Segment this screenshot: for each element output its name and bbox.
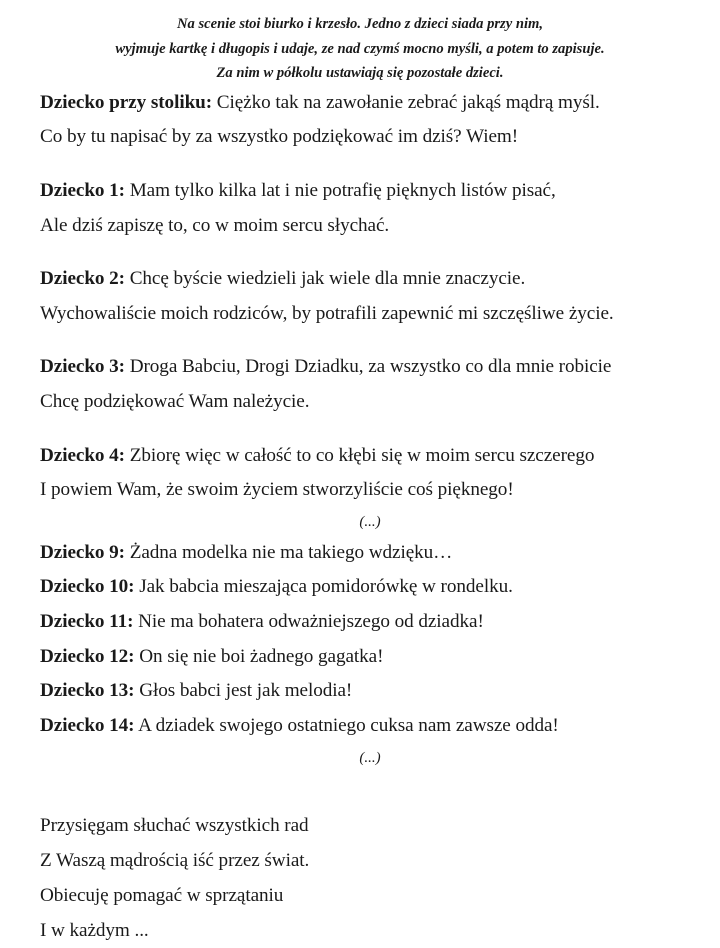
- speaker-label: Dziecko przy stoliku:: [40, 91, 213, 113]
- speaker-label: Dziecko 2:: [40, 268, 125, 290]
- speech-line: [40, 570, 712, 605]
- speaker-label: Dziecko 10:: [40, 576, 135, 598]
- stage-direction-line: wyjmuje kartkę i długopis i udaje, ze nad czymś mocno myśli, a potem to zapisuje.: [115, 40, 605, 57]
- speaker-label: Dziecko 4:: [40, 444, 125, 466]
- speech-block: [40, 640, 712, 675]
- closing-stanza: [0, 809, 720, 948]
- speech-line: [40, 262, 712, 297]
- speaker-label: Dziecko 12:: [40, 645, 135, 667]
- speech-line: [40, 709, 712, 744]
- speech-line: [40, 605, 712, 640]
- speaker-label: Dziecko 9:: [40, 541, 125, 563]
- stanza-spacer: [0, 772, 720, 809]
- speech-text: Nie ma bohatera odważniejszego od dziadka!: [133, 610, 484, 632]
- speech-block: [40, 86, 712, 155]
- speech-text: Chcę byście wiedzieli jak wiele dla mnie znaczycie.: [124, 268, 526, 290]
- speaker-label: Dziecko 3:: [40, 356, 125, 378]
- script-body: [0, 86, 720, 773]
- speech-text: Jak babcia mieszająca pomidorówkę w rondelku.: [134, 576, 513, 598]
- speech-block: [40, 536, 712, 571]
- speech-block: [40, 570, 712, 605]
- speech-text: A dziadek swojego ostatniego cuksa nam zawsze odda!: [134, 714, 559, 736]
- stage-direction: [44, 0, 676, 86]
- speech-line: [40, 350, 712, 385]
- speech-block: [40, 350, 712, 419]
- speaker-label: Dziecko 1:: [40, 179, 125, 201]
- speech-line: [40, 640, 712, 675]
- speech-line: Wychowaliście moich rodziców, by potrafili zapewnić mi szczęśliwe życie.: [40, 302, 614, 324]
- speaker-label: Dziecko 14:: [40, 714, 135, 736]
- speech-line: [40, 439, 712, 474]
- speech-block: [40, 709, 712, 744]
- speech-block: [40, 605, 712, 640]
- speech-text: Droga Babciu, Drogi Dziadku, za wszystko co dla mnie robicie: [124, 356, 612, 378]
- closing-stanza-line: Przysięgam słuchać wszystkich rad: [40, 815, 309, 837]
- speech-text: Ciężko tak na zawołanie zebrać jakąś mądrą myśl.: [212, 91, 600, 113]
- speaker-label: Dziecko 11:: [40, 610, 134, 632]
- speech-text: Mam tylko kilka lat i nie potrafię pięknych listów pisać,: [124, 179, 556, 201]
- speech-text: Głos babci jest jak melodia!: [134, 680, 353, 702]
- speech-block: [40, 262, 712, 331]
- speech-text: Zbiorę więc w całość to co kłębi się w moim sercu szczerego: [124, 444, 595, 466]
- speech-line: Chcę podziękować Wam należycie.: [40, 390, 310, 412]
- speech-line: [40, 174, 712, 209]
- closing-stanza-line: I w każdym ...: [40, 919, 149, 941]
- speech-line: [40, 674, 712, 709]
- speech-line: Co by tu napisać by za wszystko podziękować im dziś? Wiem!: [40, 126, 519, 148]
- speech-block: [40, 674, 712, 709]
- ellipsis-separator: (...): [359, 513, 381, 530]
- speech-block: [40, 439, 712, 508]
- speaker-label: Dziecko 13:: [40, 680, 135, 702]
- ellipsis-separator: (...): [359, 750, 381, 767]
- speech-text: On się nie boi żadnego gagatka!: [134, 645, 384, 667]
- speech-line: [40, 86, 712, 121]
- speech-line: Ale dziś zapiszę to, co w moim sercu słychać.: [40, 214, 390, 236]
- speech-text: Żadna modelka nie ma takiego wdzięku…: [124, 541, 453, 563]
- stage-direction-line: Na scenie stoi biurko i krzesło. Jedno z dzieci siada przy nim,: [176, 16, 544, 32]
- speech-line: [40, 536, 712, 571]
- speech-block: [40, 174, 712, 243]
- closing-stanza-line: Z Waszą mądrością iść przez świat.: [40, 850, 310, 872]
- stage-direction-line: Za nim w półkolu ustawiają się pozostałe dzieci.: [216, 65, 504, 82]
- closing-stanza-line: Obiecuję pomagać w sprzątaniu: [40, 884, 284, 906]
- speech-line: I powiem Wam, że swoim życiem stworzyliście coś pięknego!: [40, 479, 514, 501]
